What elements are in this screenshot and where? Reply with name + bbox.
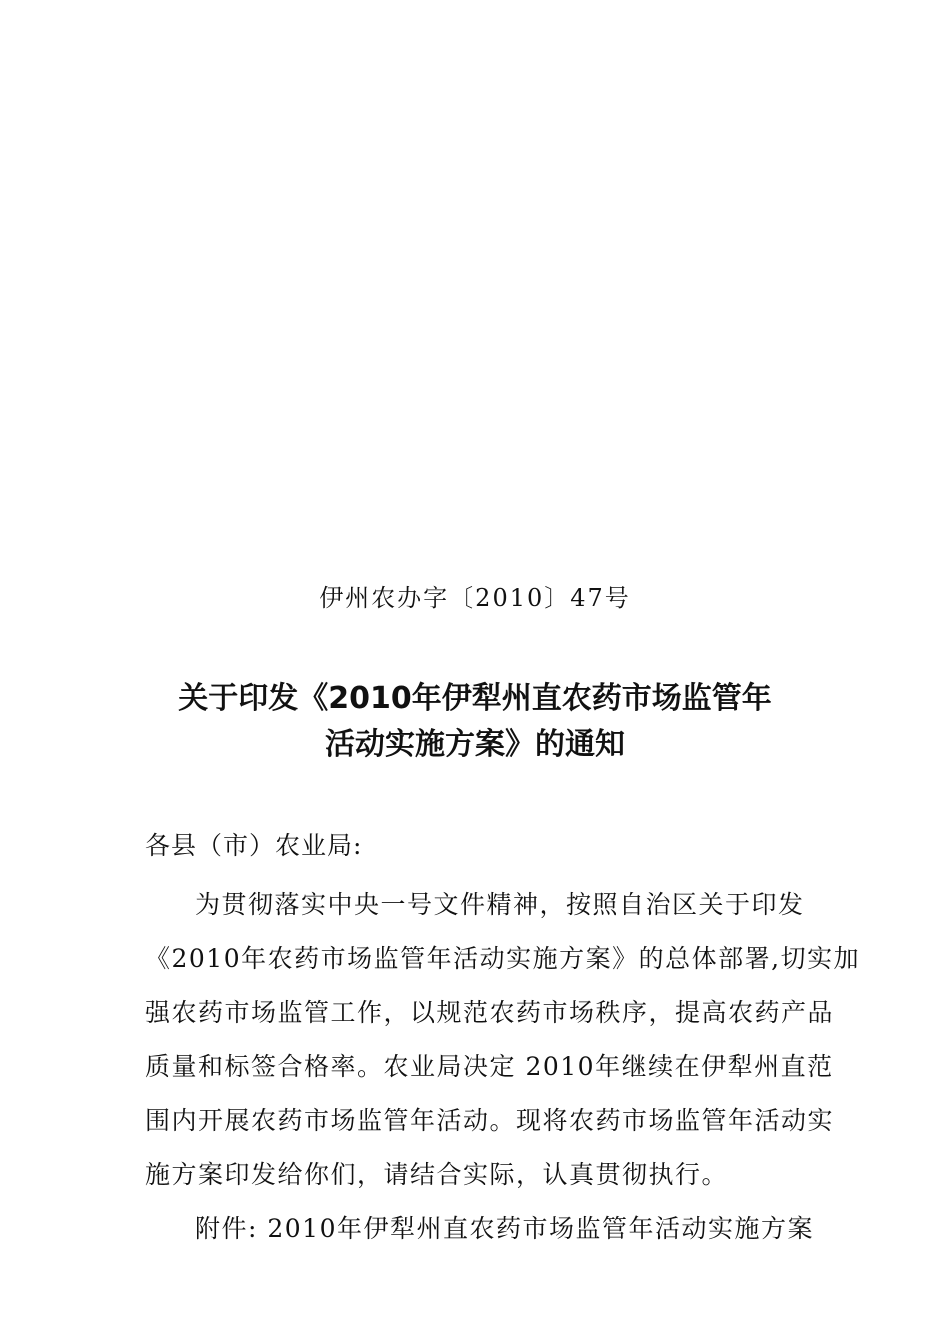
- body-line-4: 质量和标签合格率。农业局决定 2010年继续在伊犁州直范: [145, 1052, 834, 1081]
- body-line-6: 施方案印发给你们，请结合实际，认真贯彻执行。: [145, 1160, 729, 1189]
- document-number: 伊州农办字〔2010〕47号: [319, 584, 631, 612]
- body-line-3: 强农药市场监管工作，以规范农药市场秩序，提高农药产品: [145, 998, 835, 1027]
- title-line-2: 活动实施方案》的通知: [325, 727, 625, 762]
- body-paragraph: [145, 878, 861, 1256]
- title-line-1: 关于印发《2010年伊犁州直农药市场监管年: [178, 681, 772, 716]
- attachment-line: 附件: 2010年伊犁州直农药市场监管年活动实施方案: [195, 1214, 814, 1243]
- body-line-2: 《2010年农药市场监管年活动实施方案》的总体部署,切实加: [145, 944, 861, 973]
- body-line-5: 围内开展农药市场监管年活动。现将农药市场监管年活动实: [145, 1106, 835, 1135]
- body-line-1: 为贯彻落实中央一号文件精神，按照自治区关于印发: [195, 890, 805, 919]
- document-title: [0, 676, 950, 768]
- recipient-line: 各县（市）农业局:: [145, 831, 363, 860]
